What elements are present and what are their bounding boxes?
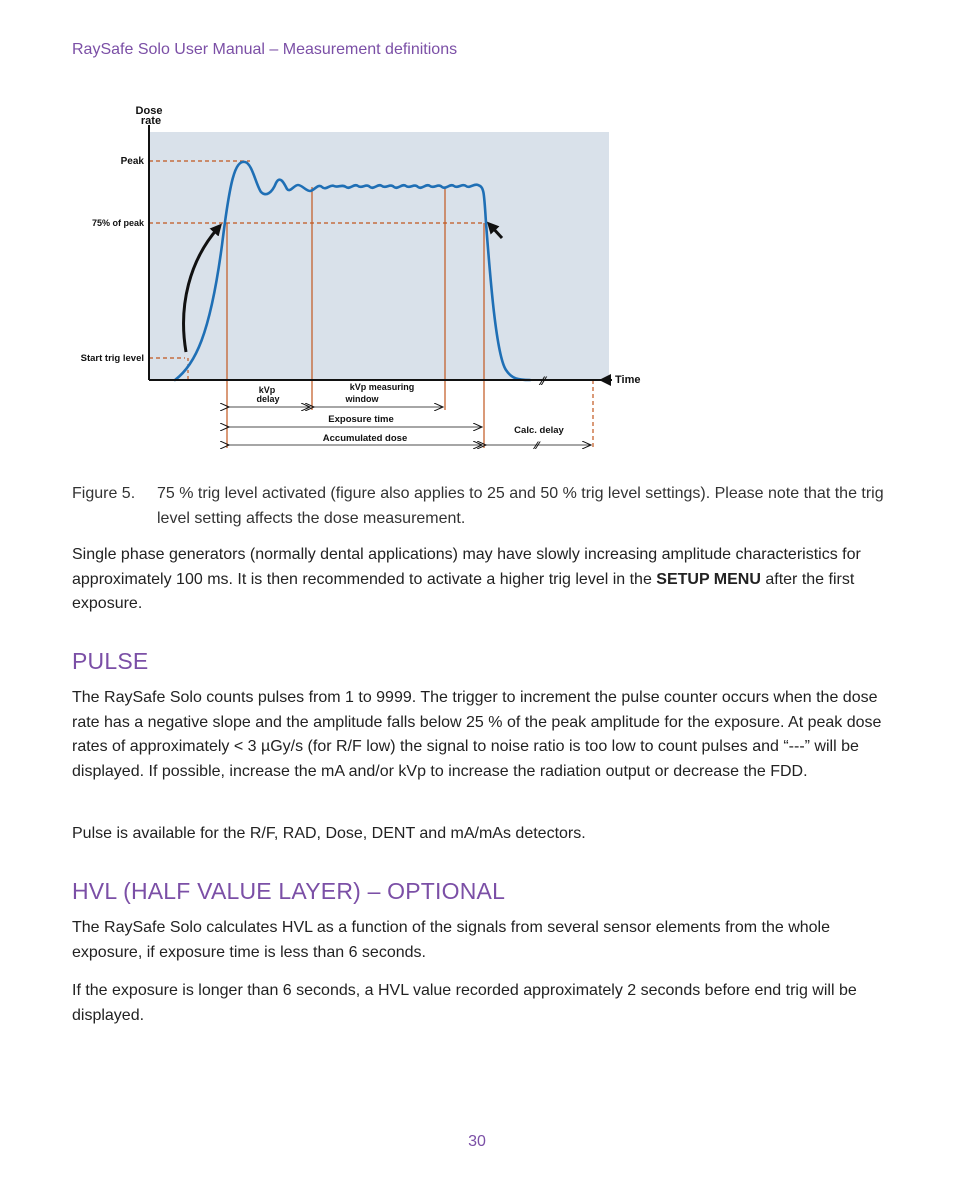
kvp-window-label-line2: window [345, 394, 379, 404]
calc-delay-break-mark: ⁄⁄ [535, 440, 539, 452]
paragraph-single-phase-start: Single phase generators (normally dental applications) may have slowly increasing amplitude characteristics for approximately 100 ms. It is then recommended to activate a higher trig level in the [72, 546, 861, 588]
setup-menu-emphasis: SETUP MENU [656, 570, 761, 588]
figure-caption [72, 481, 887, 531]
plot-background [149, 132, 609, 380]
kvp-delay-label-line1: kVp [258, 385, 276, 395]
dose-rate-diagram [60, 95, 680, 460]
page-number: 30 [468, 1133, 486, 1150]
start-trig-label: Start trig level [80, 353, 144, 364]
axis-break-mark: ⁄⁄ [541, 374, 546, 388]
pulse-heading: PULSE [72, 648, 149, 674]
pulse-paragraph-2: Pulse is available for the R/F, RAD, Dose, DENT and mA/mAs detectors. [72, 825, 586, 842]
y-axis-label-line2: rate [140, 115, 162, 127]
accumulated-dose-label: Accumulated dose [322, 433, 408, 444]
kvp-delay-label-line2: delay [256, 394, 280, 404]
y-axis-label-line1: Dose [135, 105, 163, 117]
hvl-paragraph-1: The RaySafe Solo calculates HVL as a function of the signals from several sensor elements from the whole exposure, if exposure time is less than 6 seconds. [72, 919, 831, 961]
calc-delay-label: Calc. delay [514, 425, 564, 436]
hvl-paragraph-2: If the exposure is longer than 6 seconds, a HVL value recorded approximately 2 seconds before end trig will be displayed. [72, 982, 857, 1024]
paragraph-single-phase [72, 543, 887, 617]
dose-rate-figure [60, 95, 680, 460]
pulse-paragraph-1: The RaySafe Solo counts pulses from 1 to 9999. The trigger to increment the pulse counter occurs when the dose rate has a negative slope and the amplitude falls below 25 % of the peak amplitude for the exposure. At peak dose rates of approximately < 3 µGy/s (for R/F low) the signal to noise ratio is too low to count pulses and “---” will be displayed. If possible, increase the mA and/or kVp to increase the radiation output or decrease the FDD. [72, 689, 882, 780]
figure-caption-number: Figure 5. [72, 485, 136, 502]
running-head: RaySafe Solo User Manual – Measurement definitions [72, 41, 458, 58]
kvp-window-label-line1: kVp measuring [349, 382, 415, 392]
peak-label: Peak [120, 156, 144, 167]
hvl-heading: HVL (HALF VALUE LAYER) – OPTIONAL [72, 878, 506, 904]
pct75-label: 75% of peak [91, 218, 144, 228]
x-axis-label: Time [615, 374, 641, 386]
figure-caption-text: 75 % trig level activated (figure also applies to 25 and 50 % trig level settings). Please note that the trig level setting affects the dose measurement. [157, 485, 884, 527]
paragraph-single-phase-end: after the first exposure. [72, 570, 855, 612]
exposure-time-label: Exposure time [328, 414, 394, 425]
